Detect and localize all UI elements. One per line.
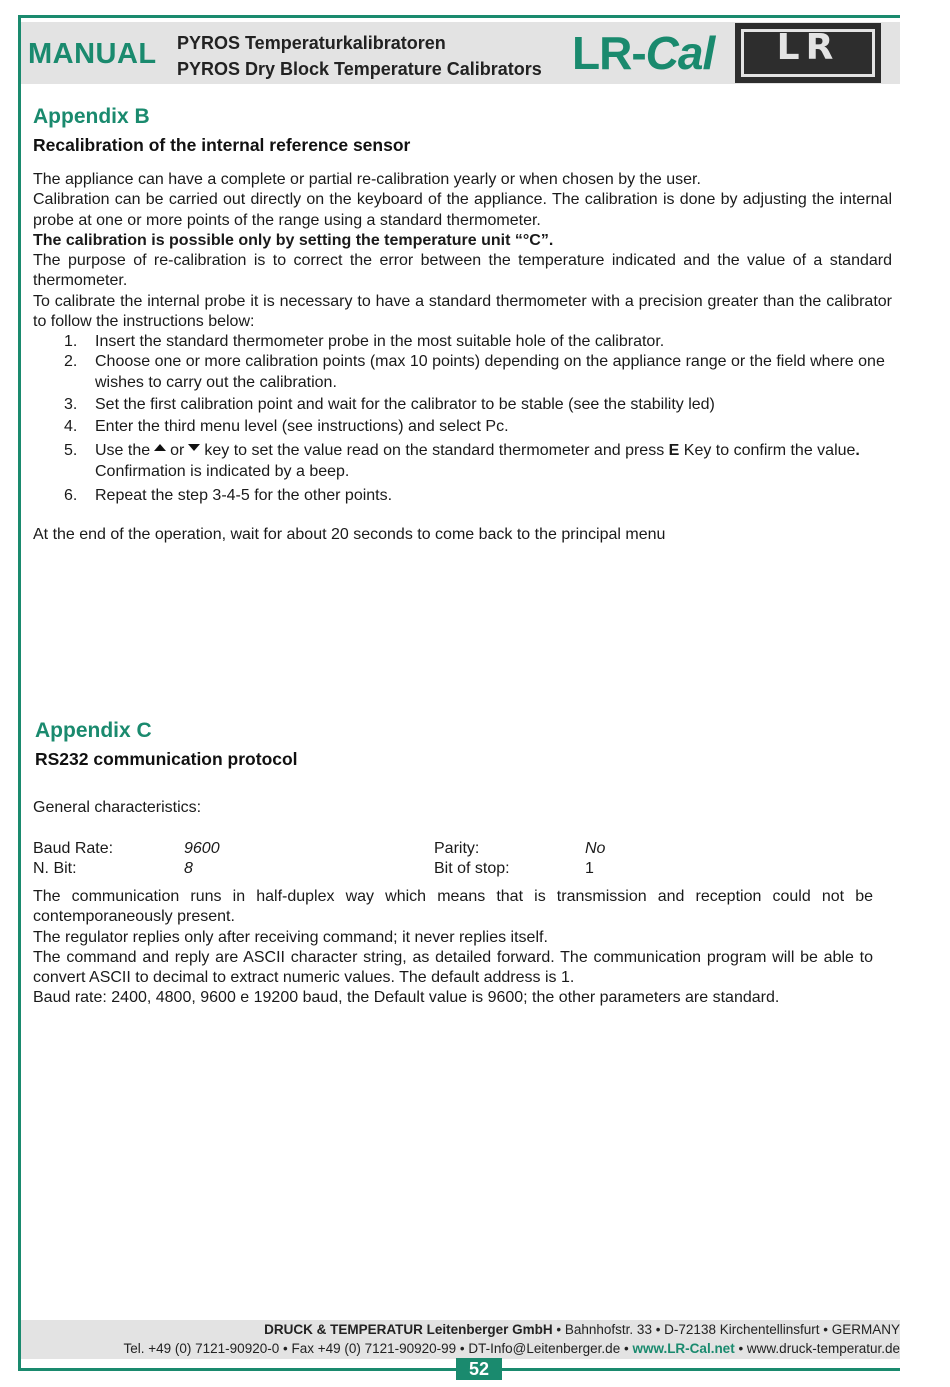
step-text: Set the first calibration point and wait for the calibrator to be stable (see the stability led)	[95, 395, 715, 413]
frame-left-rule	[18, 15, 21, 1370]
paragraph: The regulator replies only after receiving command; it never replies itself.	[33, 928, 548, 946]
header-titles	[177, 30, 542, 82]
paragraph-bold: The calibration is possible only by setting the temperature unit “°C”.	[33, 231, 554, 249]
parity-label: Parity:	[434, 840, 480, 857]
title-german: PYROS Temperaturkalibratoren	[177, 33, 446, 53]
parity-value: No	[585, 840, 606, 857]
baud-rate-label: Baud Rate:	[33, 840, 114, 857]
list-item	[33, 417, 892, 437]
n-bit-value: 8	[184, 860, 193, 877]
step-number: 2.	[64, 353, 78, 371]
paragraph: To calibrate the internal probe it is necessary to have a standard thermometer with a precision greater than the calibrator to follow the instructions below:	[33, 292, 892, 331]
title-english: PYROS Dry Block Temperature Calibrators	[177, 59, 542, 79]
lr-logo	[735, 23, 881, 83]
key-e: E	[668, 442, 680, 460]
appendix-c-subheading: RS232 communication protocol	[35, 749, 298, 769]
list-item	[33, 486, 892, 506]
paragraph: Baud rate: 2400, 4800, 9600 e 19200 baud, the Default value is 9600; the other parameters are standard.	[33, 989, 780, 1007]
step-text: Repeat the step 3-4-5 for the other points.	[95, 487, 393, 505]
page-number: 52	[456, 1358, 502, 1380]
step-number: 3.	[64, 395, 78, 413]
footer-link-lrcal[interactable]: www.LR-Cal.net	[632, 1341, 735, 1356]
footer-company: DRUCK & TEMPERATUR Leitenberger GmbH	[264, 1322, 553, 1337]
arrow-up-icon	[154, 444, 166, 451]
n-bit-label: N. Bit:	[33, 860, 77, 877]
step-number: 6.	[64, 487, 78, 505]
manual-label: MANUAL	[28, 38, 157, 70]
bit-of-stop-value: 1	[585, 860, 594, 877]
lr-logo-letters: LR	[776, 27, 840, 68]
step-text: Insert the standard thermometer probe in the most suitable hole of the calibrator.	[95, 333, 665, 350]
baud-rate-value: 9600	[184, 840, 220, 857]
list-item	[33, 332, 892, 352]
step-number: 5.	[64, 442, 78, 460]
appendix-b-heading: Appendix B	[33, 105, 150, 128]
paragraph: The command and reply are ASCII character string, as detailed forward. The communication program will be able to convert ASCII to decimal to extract numeric values. The default address is 1.	[33, 948, 873, 987]
footer-address: DRUCK & TEMPERATUR Leitenberger GmbH • Bahnhofstr. 33 • D-72138 Kirchentellinsfurt • GERMANY	[264, 1322, 900, 1337]
appendix-c-heading: Appendix C	[35, 719, 152, 742]
appendix-b-closing: At the end of the operation, wait for about 20 seconds to come back to the principal menu	[33, 526, 666, 543]
list-item: 5. Use the or key to set the value read on the standard thermometer and press E Key to confirm the value. Confirmation is indicated by a beep.	[64, 442, 860, 480]
list-item	[33, 395, 892, 415]
appendix-b-body	[33, 170, 892, 332]
appendix-b-subheading: Recalibration of the internal reference sensor	[33, 135, 411, 155]
appendix-c-body	[33, 887, 873, 1009]
brand-cal: Cal	[645, 27, 715, 79]
paragraph: The appliance can have a complete or partial re-calibration yearly or when chosen by the user.	[33, 171, 701, 188]
footer-contact: Tel. +49 (0) 7121-90920-0 • Fax +49 (0) 7121-90920-99 • DT-Info@Leitenberger.de • www.LR-Cal.net • www.druck-temperatur.de	[123, 1341, 900, 1356]
step-number: 1.	[64, 333, 78, 350]
frame-top-rule	[18, 15, 900, 18]
brand-lr: LR-	[572, 27, 646, 79]
list-item	[33, 352, 892, 393]
general-characteristics-label: General characteristics:	[33, 799, 202, 816]
step-number: 4.	[64, 418, 78, 436]
step-text: Enter the third menu level (see instructions) and select Pc.	[95, 418, 509, 436]
paragraph: The communication runs in half-duplex way which means that is transmission and reception could not be contemporaneously present.	[33, 888, 873, 926]
lr-cal-logo	[572, 26, 714, 80]
paragraph: The purpose of re-calibration is to correct the error between the temperature indicated and the value of a standard thermometer.	[33, 252, 892, 290]
bit-of-stop-label: Bit of stop:	[434, 860, 510, 877]
arrow-down-icon	[188, 444, 200, 451]
calibration-steps	[33, 332, 892, 506]
paragraph: Calibration can be carried out directly on the keyboard of the appliance. The calibration is done by adjusting the internal probe at one or more points of the range using a standard thermometer.	[33, 191, 892, 229]
footer-link-druck[interactable]: • www.druck-temperatur.de	[734, 1341, 900, 1356]
step-text: Choose one or more calibration points (max 10 points) depending on the appliance range or the field where one wishes to carry out the calibration.	[95, 353, 885, 391]
